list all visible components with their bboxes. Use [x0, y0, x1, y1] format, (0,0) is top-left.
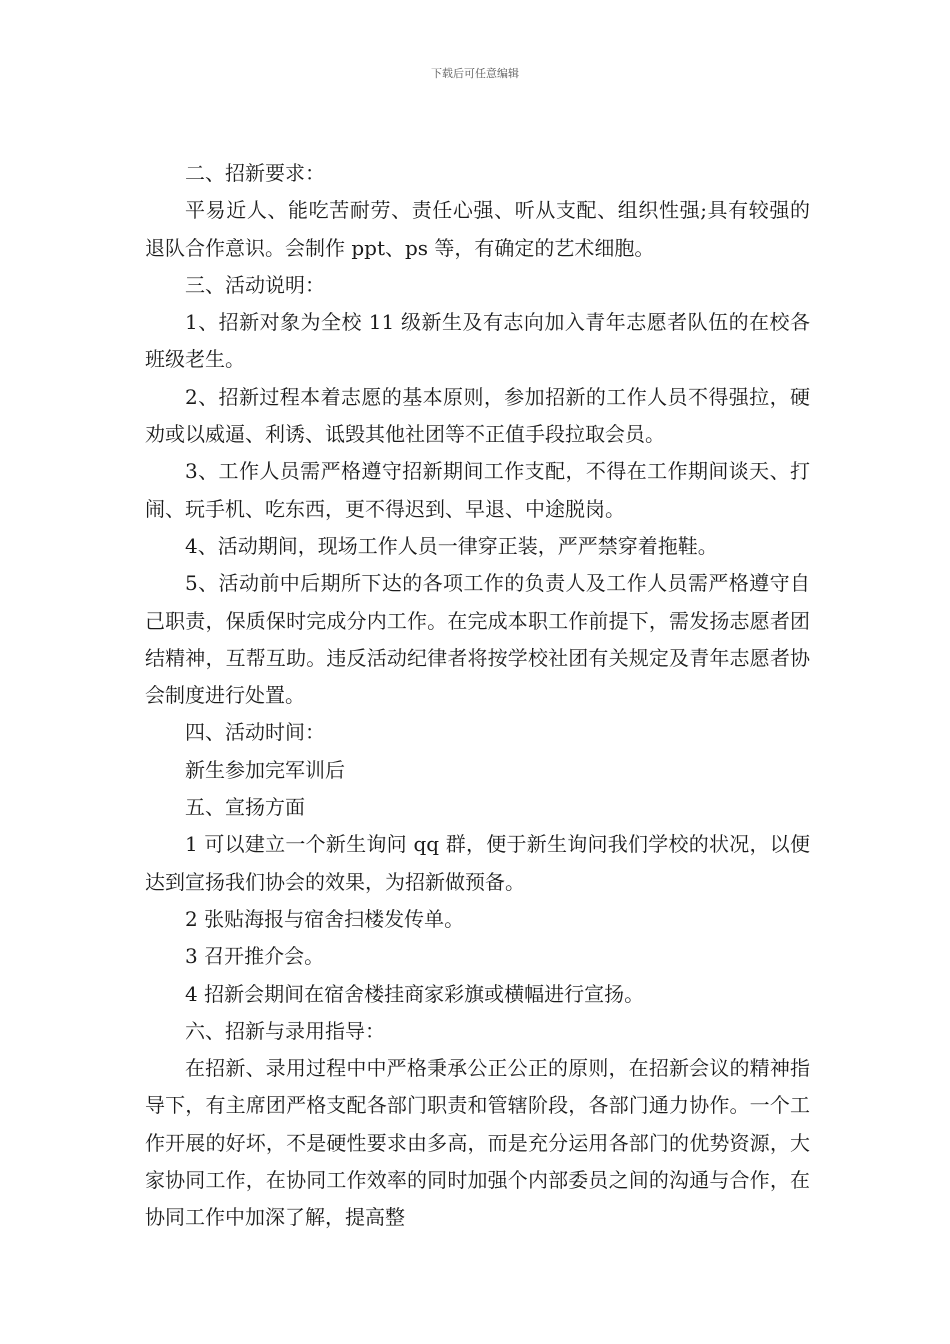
paragraph-requirements: 平易近人、能吃苦耐劳、责任心强、听从支配、组织性强;具有较强的退队合作意识。会制作 ppt、ps 等，有确定的艺术细胞。	[145, 198, 810, 260]
section-heading-activity-notes: 三、活动说明：	[185, 272, 325, 297]
paragraph-publicity-3: 3 召开推介会。	[185, 944, 325, 969]
section-heading-recruitment-guidance: 六、招新与录用指导：	[185, 1018, 385, 1043]
paragraph-activity-time: 新生参加完军训后	[185, 757, 345, 782]
paragraph-recruitment-guidance: 在招新、录用过程中中严格秉承公正公正的原则，在招新会议的精神指导下，有主席团严格支配各部门职责和管辖阶段，各部门通力协作。一个工作开展的好坏，不是硬性要求由多高，而是充分运用各部门的优势资源，大家协同工作，在协同工作效率的同时加强个内部委员之间的沟通与合作，在协同工作中加深了解，提高整	[145, 1056, 810, 1230]
paragraph-note-5: 5、活动前中后期所下达的各项工作的负责人及工作人员需严格遵守自己职责，保质保时完成分内工作。在完成本职工作前提下，需发扬志愿者团结精神，互帮互助。违反活动纪律者将按学校社团有关规定及青年志愿者协会制度进行处置。	[145, 571, 810, 708]
document-body	[145, 155, 810, 1237]
paragraph-note-1: 1、招新对象为全校 11 级新生及有志向加入青年志愿者队伍的在校各班级老生。	[145, 310, 810, 372]
paragraph-publicity-4: 4 招新会期间在宿舍楼挂商家彩旗或横幅进行宣扬。	[185, 981, 645, 1006]
page-header-note: 下载后可任意编辑	[431, 67, 519, 80]
paragraph-publicity-1: 1 可以建立一个新生询问 qq 群，便于新生询问我们学校的状况，以便达到宣扬我们协会的效果，为招新做预备。	[145, 832, 810, 894]
paragraph-note-2: 2、招新过程本着志愿的基本原则，参加招新的工作人员不得强拉，硬劝或以威逼、利诱、诋毁其他社团等不正值手段拉取会员。	[145, 384, 810, 447]
section-heading-activity-time: 四、活动时间：	[185, 720, 325, 745]
paragraph-note-4: 4、活动期间，现场工作人员一律穿正装，严严禁穿着拖鞋。	[185, 533, 718, 558]
section-heading-publicity: 五、宣扬方面	[185, 795, 305, 820]
section-heading-requirements: 二、招新要求：	[185, 161, 325, 185]
paragraph-publicity-2: 2 张贴海报与宿舍扫楼发传单。	[185, 906, 465, 931]
paragraph-note-3: 3、工作人员需严格遵守招新期间工作支配，不得在工作期间谈天、打闹、玩手机、吃东西，更不得迟到、早退、中途脱岗。	[145, 459, 810, 521]
